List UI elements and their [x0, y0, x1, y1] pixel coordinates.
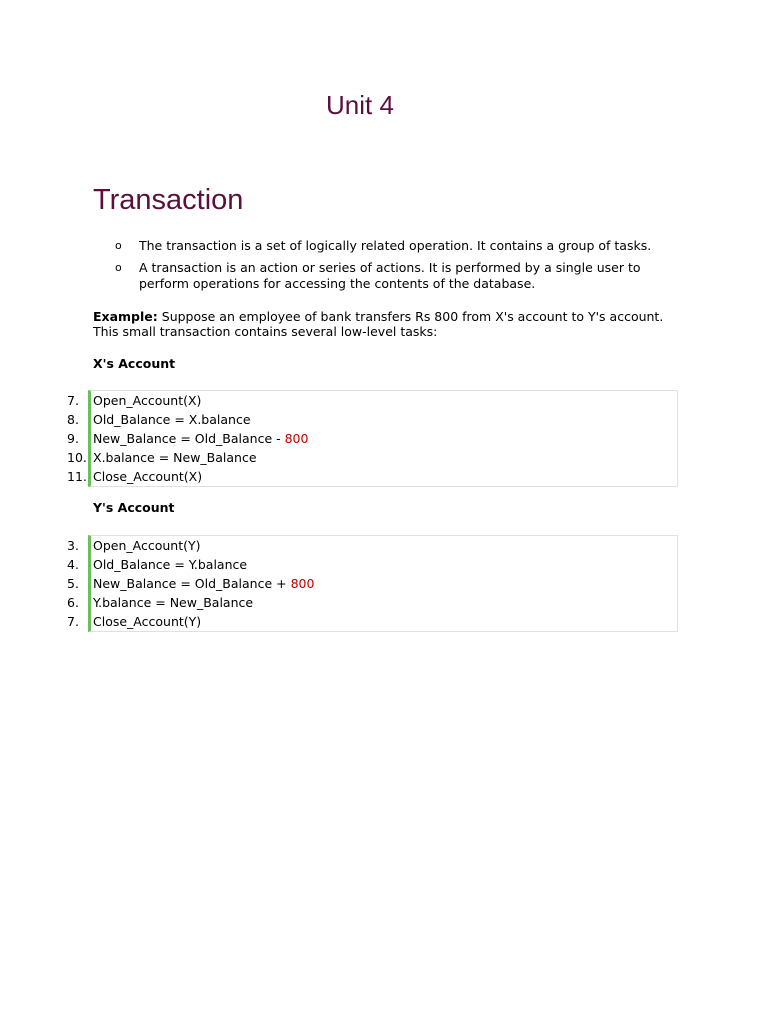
line-number: 7.	[67, 614, 79, 629]
code-line	[67, 467, 677, 486]
line-number: 6.	[67, 595, 79, 610]
code-text: Old_Balance = Y.balance	[93, 557, 248, 572]
code-line	[67, 555, 677, 574]
line-number: 3.	[67, 538, 79, 553]
code-text: Open_Account(X)	[93, 393, 202, 408]
code-line	[67, 429, 677, 448]
code-literal: 800	[284, 431, 309, 446]
code-line	[67, 593, 677, 612]
example-paragraph	[93, 309, 673, 339]
code-literal: 800	[290, 576, 315, 591]
code-text: X.balance = New_Balance	[93, 450, 257, 465]
section-heading: Transaction	[93, 184, 244, 216]
bullet-text: The transaction is a set of logically related operation. It contains a group of tasks.	[139, 238, 652, 253]
code-line	[67, 536, 677, 555]
code-text: Close_Account(Y)	[93, 614, 202, 629]
code-line	[67, 391, 677, 410]
code-text: Old_Balance = X.balance	[93, 412, 251, 427]
y-account-label: Y's Account	[93, 500, 175, 515]
bullet-marker: o	[115, 239, 122, 252]
bullet-marker: o	[115, 261, 122, 274]
code-text: Open_Account(Y)	[93, 538, 201, 553]
code-text: New_Balance = Old_Balance -	[93, 431, 285, 446]
code-text: New_Balance = Old_Balance +	[93, 576, 291, 591]
code-text: Y.balance = New_Balance	[93, 595, 254, 610]
bullet-list	[93, 238, 693, 298]
code-line	[67, 612, 677, 631]
line-number: 10.	[67, 450, 87, 465]
code-line	[67, 410, 677, 429]
list-item	[93, 238, 693, 254]
line-number: 9.	[67, 431, 79, 446]
x-account-label: X's Account	[93, 356, 176, 371]
example-label: Example:	[93, 309, 158, 324]
y-account-code-block	[67, 535, 678, 632]
bullet-text: A transaction is an action or series of actions. It is performed by a single user to perform operations for accessing the contents of the database.	[139, 260, 641, 291]
x-account-code-block	[67, 390, 678, 487]
example-text: Suppose an employee of bank transfers Rs 800 from X's account to Y's account. This small transaction contains several low-level tasks:	[93, 309, 664, 339]
line-number: 8.	[67, 412, 79, 427]
unit-title: Unit 4	[326, 90, 394, 120]
line-number: 4.	[67, 557, 79, 572]
code-line	[67, 574, 677, 593]
line-number: 7.	[67, 393, 79, 408]
code-text: Close_Account(X)	[93, 469, 203, 484]
line-number: 5.	[67, 576, 79, 591]
code-line	[67, 448, 677, 467]
list-item	[93, 260, 693, 292]
line-number: 11.	[67, 469, 87, 484]
